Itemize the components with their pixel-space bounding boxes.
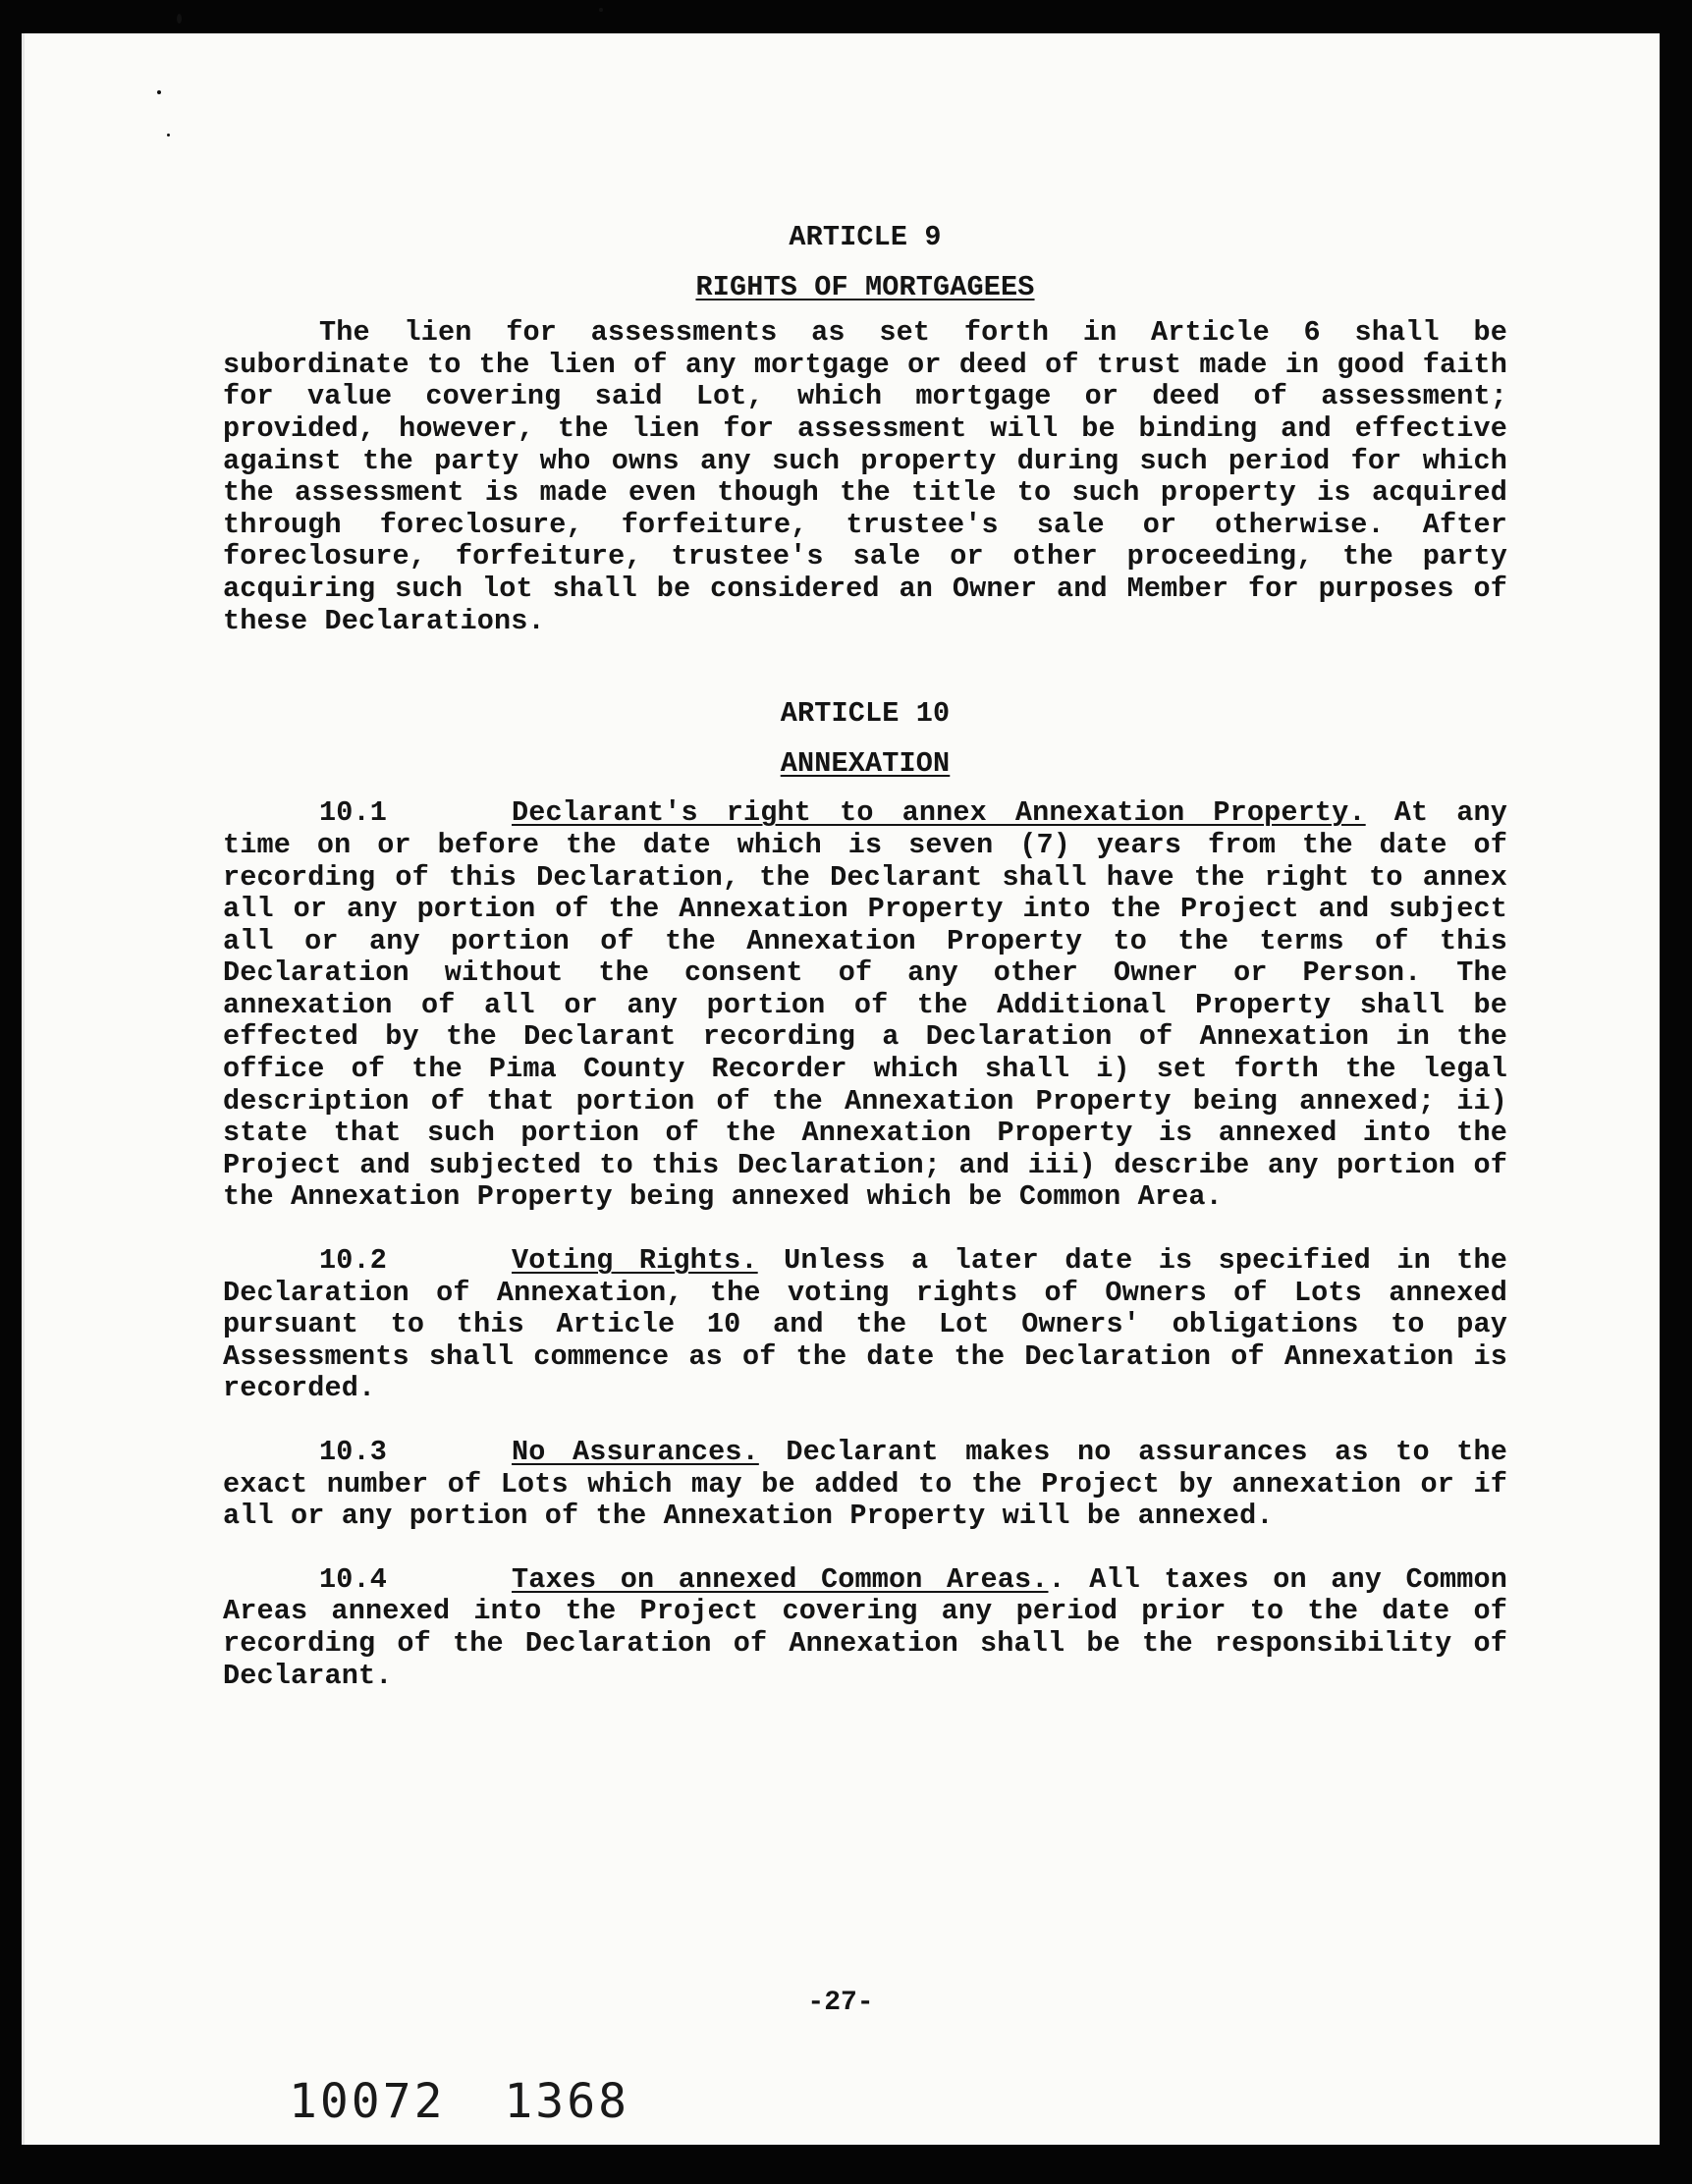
scan-speck <box>157 90 161 94</box>
document-page <box>22 33 1660 2145</box>
section-heading: Voting Rights. <box>512 1244 758 1278</box>
section-heading: Declarant's right to annex Annexation Property. <box>512 796 1366 830</box>
document-body <box>223 33 1507 1692</box>
section-body: Declarant makes no assurances as to the exact number of Lots which may be added to the Project by annexation or if all or any portion of the Annexation Property will be annexed. <box>223 1436 1507 1533</box>
article-9-body: The lien for assessments as set forth in Article 6 shall be subordinate to the lien of any mortgage or deed of trust made in good faith for value covering said Lot, which mortgage or deed of assessment; provided, however, the lien for assessment will be binding and effective against the party who owns any such property during such period for which the assessment is made even though the title to such property is acquired through foreclosure, forfeiture, trustee's sale or otherwise. After foreclosure, forfeiture, trustee's sale or other proceeding, the party acquiring such lot shall be considered an Owner and Member for purposes of these Declarations. <box>223 316 1507 637</box>
section-number: 10.3 <box>319 1436 388 1468</box>
section-10-1 <box>223 797 1507 1214</box>
recording-stamp: 10072 1368 <box>289 2074 629 2129</box>
section-heading: No Assurances. <box>512 1436 759 1468</box>
page-number: -27- <box>807 1988 874 2018</box>
section-number: 10.2 <box>319 1244 388 1278</box>
section-body: All taxes on any Common Areas annexed into the Project covering any period prior to the date of recording of the Declaration of Annexation shall be the responsibility of Declarant. <box>223 1562 1507 1692</box>
scan-speck <box>599 8 603 12</box>
section-body: Unless a later date is specified in the Declaration of Annexation, the voting rights of Owners of Lots annexed pursuant to this Article 10 and the Lot Owners' obligations to pay Assessments shall commence as of the date the Declaration of Annexation is recorded. <box>223 1244 1507 1405</box>
page-edge <box>22 33 25 2145</box>
section-body: At any time on or before the date which is seven (7) years from the date of recording of this Declaration, the Declarant shall have the right to annex all or any portion of the Annexation Property into the Project and subject all or any portion of the Annexation Property to the terms of this Declaration without the consent of any other Owner or Person. The annexation of all or any portion of the Additional Property shall be effected by the Declarant recording a Declaration of Annexation in the office of the Pima County Recorder which shall i) set forth the legal description of that portion of the Annexation Property being annexed; ii) state that such portion of the Annexation Property is annexed into the Project and subjected to this Declaration; and iii) describe any portion of the Annexation Property being annexed which be Common Area. <box>223 796 1507 1214</box>
section-10-2 <box>223 1245 1507 1405</box>
article-9-title: RIGHTS OF MORTGAGEES <box>695 270 1035 303</box>
scan-speck <box>167 134 170 136</box>
section-number: 10.4 <box>319 1562 388 1596</box>
article-10-number: ARTICLE 10 <box>780 697 951 731</box>
section-10-3 <box>223 1437 1507 1533</box>
article-9-number: ARTICLE 9 <box>789 221 942 253</box>
section-heading: Taxes on annexed Common Areas. <box>512 1562 1049 1596</box>
section-10-4: 10.4 Taxes on annexed Common Areas.. All taxes on any Common Areas annexed into the Project covering any period prior to the date of recording of the Declaration of Annexation shall be the responsibility of Declarant. <box>223 1562 1507 1692</box>
section-number: 10.1 <box>319 796 388 830</box>
article-10-title: ANNEXATION <box>780 746 951 780</box>
scan-speck <box>177 14 182 24</box>
